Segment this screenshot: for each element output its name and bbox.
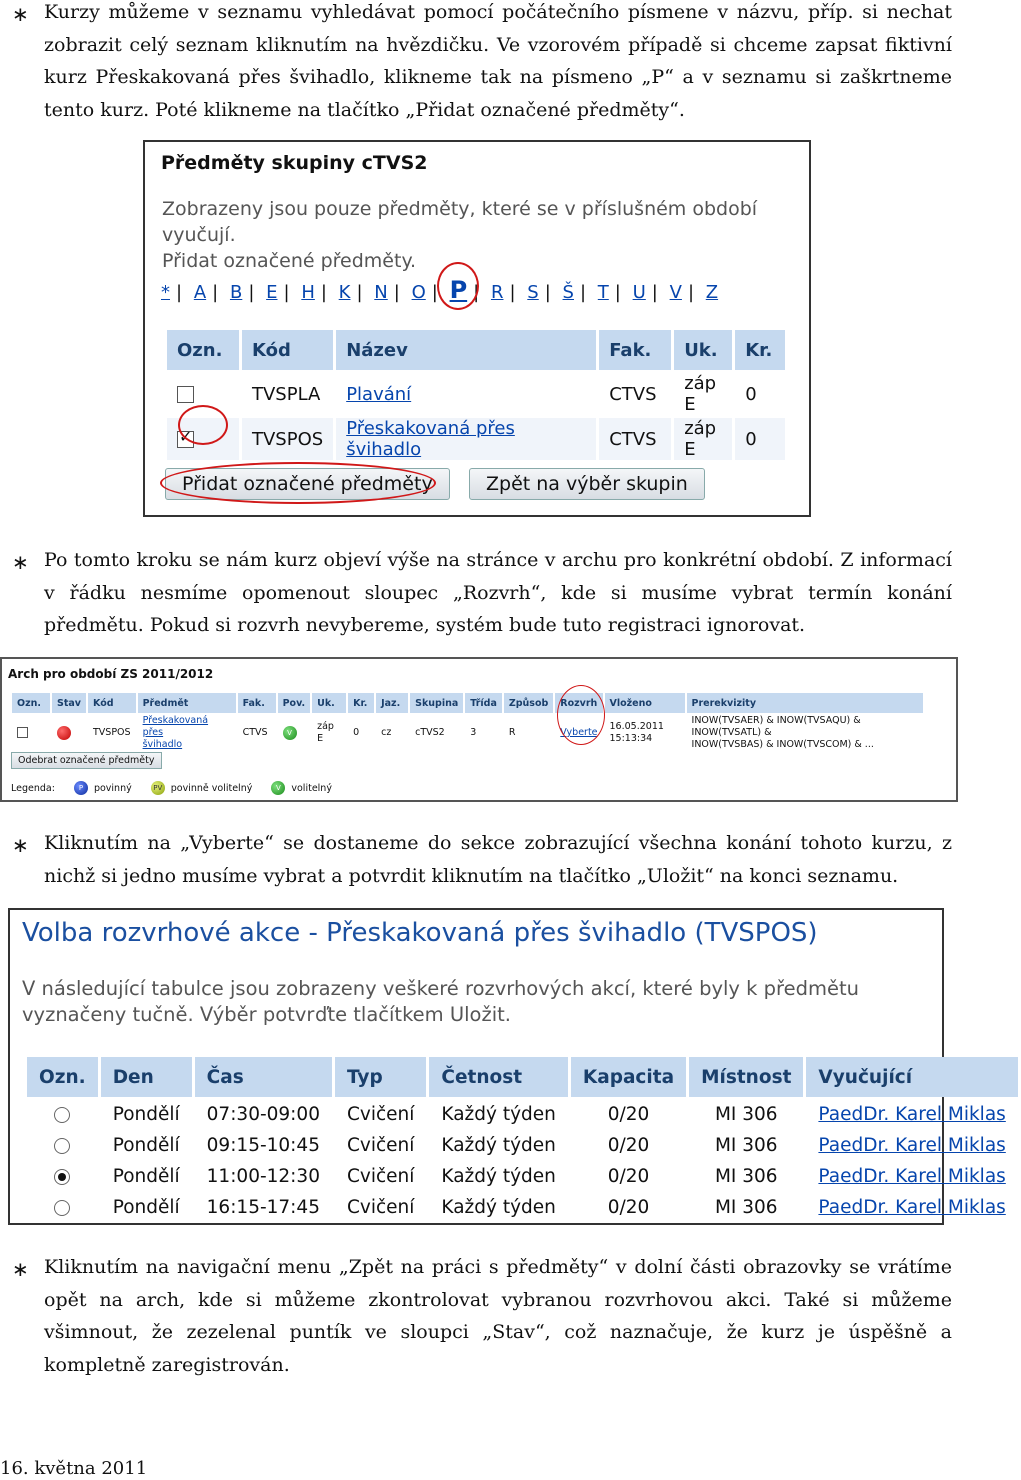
status-cell bbox=[52, 715, 86, 751]
legend-item bbox=[74, 783, 132, 794]
letter-link[interactable]: Š bbox=[562, 282, 574, 303]
column-header: Kr. bbox=[735, 330, 785, 370]
column-header: Kr. bbox=[348, 693, 374, 713]
teacher-link[interactable]: PaedDr. Karel Miklas bbox=[818, 1165, 1006, 1187]
select-radio-selected[interactable] bbox=[54, 1169, 70, 1185]
column-header: Kapacita bbox=[571, 1057, 686, 1097]
time: 11:00-12:30 bbox=[206, 1165, 320, 1187]
method: R bbox=[508, 727, 516, 738]
select-radio[interactable] bbox=[54, 1107, 70, 1123]
letter-link-selected[interactable]: P bbox=[449, 276, 468, 304]
letter-link[interactable]: * bbox=[161, 282, 170, 303]
select-radio[interactable] bbox=[54, 1200, 70, 1216]
select-checkbox[interactable] bbox=[17, 727, 28, 738]
capacity: 0/20 bbox=[607, 1196, 650, 1218]
day: Pondělí bbox=[112, 1134, 180, 1156]
table-header bbox=[12, 693, 923, 713]
prerequisites-cell bbox=[687, 715, 923, 751]
column-header: Den bbox=[101, 1057, 192, 1097]
radio-cell bbox=[27, 1162, 98, 1190]
column-header: Čas bbox=[195, 1057, 332, 1097]
column-header: Třída bbox=[465, 693, 502, 713]
teacher-cell bbox=[806, 1100, 1017, 1128]
page-footer-date: 16. května 2011 bbox=[0, 1458, 148, 1479]
letter-link[interactable]: A bbox=[193, 282, 207, 303]
column-header: Kód bbox=[242, 330, 333, 370]
bullet-icon: ∗ bbox=[12, 2, 29, 26]
paragraph-2 bbox=[12, 544, 952, 642]
paragraph-text: Po tomto kroku se nám kurz objeví výše na stránce v archu pro konkrétní období. Z informací v řádku nesmíme opomenout sloupec „Rozvrh“, kde si musíme vybrat termín konání předmětu. Pokud si rozvrh nevybereme, systém bude tuto registraci ignorovat. bbox=[44, 549, 952, 636]
column-header: Typ bbox=[335, 1057, 426, 1097]
subject-link[interactable]: Plavání bbox=[346, 383, 412, 405]
frequency: Každý týden bbox=[441, 1165, 556, 1187]
type: Cvičení bbox=[346, 1134, 415, 1156]
letter-link[interactable]: S bbox=[527, 282, 539, 303]
radio-cell bbox=[27, 1193, 98, 1221]
screenshot-subject-list bbox=[143, 140, 811, 517]
room: MI 306 bbox=[714, 1196, 778, 1218]
column-header: Název bbox=[336, 330, 596, 370]
capacity: 0/20 bbox=[607, 1165, 650, 1187]
page-title: Arch pro období ZS 2011/2012 bbox=[8, 667, 214, 681]
column-header: Stav bbox=[52, 693, 86, 713]
select-radio[interactable] bbox=[54, 1138, 70, 1154]
faculty: CTVS bbox=[599, 373, 671, 415]
group: cTVS2 bbox=[415, 727, 445, 738]
subject-code: TVSPLA bbox=[242, 373, 333, 415]
type: Cvičení bbox=[346, 1196, 415, 1218]
table-row bbox=[27, 1162, 1018, 1190]
faculty: CTVS bbox=[242, 727, 268, 738]
table-row bbox=[167, 418, 785, 460]
frequency: Každý týden bbox=[441, 1196, 556, 1218]
select-checkbox[interactable] bbox=[177, 386, 194, 403]
highlight-circle bbox=[557, 685, 605, 745]
letter-link[interactable]: E bbox=[266, 282, 278, 303]
subject-name-cell bbox=[336, 373, 596, 415]
schedule-table bbox=[24, 1054, 1021, 1224]
column-header: Jaz. bbox=[376, 693, 408, 713]
subject-code: TVSPOS bbox=[93, 727, 131, 738]
teacher-link[interactable]: PaedDr. Karel Miklas bbox=[818, 1196, 1006, 1218]
screenshot-schedule-choice bbox=[8, 908, 1006, 1225]
highlight-circle bbox=[160, 462, 436, 504]
subject-link[interactable]: Přeskakovaná přes švihadlo bbox=[346, 418, 515, 460]
paragraph-text: Kliknutím na „Vyberte“ se dostaneme do sekce zobrazující všechna konání tohoto kurzu, z nichž si jedno musíme vybrat a potvrdit kliknutím na tlačítko „Uložit“ na konci seznamu. bbox=[44, 832, 952, 887]
choose-schedule-link[interactable]: Vyberte bbox=[560, 727, 598, 738]
optional-mandatory-icon: PV bbox=[151, 781, 165, 795]
paragraph-4 bbox=[12, 1251, 952, 1381]
description bbox=[162, 196, 809, 274]
teacher-link[interactable]: PaedDr. Karel Miklas bbox=[818, 1103, 1006, 1125]
table-header bbox=[167, 330, 785, 370]
column-header: Rozvrh bbox=[555, 693, 602, 713]
page-title: Volba rozvrhové akce - Přeskakovaná přes švihadlo (TVSPOS) bbox=[22, 918, 818, 948]
letter-link[interactable]: R bbox=[490, 282, 504, 303]
credits: 0 bbox=[735, 373, 785, 415]
highlight-circle bbox=[437, 262, 479, 310]
column-header: Skupina bbox=[410, 693, 463, 713]
letter-link[interactable]: O bbox=[411, 282, 426, 303]
column-header: Prerekvizity bbox=[687, 693, 923, 713]
column-header: Uk. bbox=[674, 330, 732, 370]
letter-link[interactable]: Z bbox=[705, 282, 719, 303]
subject-name-cell bbox=[138, 715, 236, 751]
column-header: Ozn. bbox=[27, 1057, 98, 1097]
highlight-circle bbox=[178, 405, 228, 445]
capacity: 0/20 bbox=[607, 1103, 650, 1125]
time: 09:15-10:45 bbox=[206, 1134, 320, 1156]
teacher-link[interactable]: PaedDr. Karel Miklas bbox=[818, 1134, 1006, 1156]
inserted-time: 15:13:34 bbox=[609, 733, 653, 744]
inserted-date: 16.05.2011 bbox=[609, 721, 664, 732]
add-selected-button[interactable]: Přidat označené předměty bbox=[165, 468, 450, 500]
table-row bbox=[27, 1193, 1018, 1221]
paragraph-text: Kurzy můžeme v seznamu vyhledávat pomocí počátečního písmene v názvu, příp. si nechat zobrazit celý seznam kliknutím na hvězdičku. Ve vzorovém případě si chceme zapsat fiktivní kurz Přeskakovaná přes švihadlo, klikneme tak na písmeno „P“ a v seznamu si zaškrtneme tento kurz. Poté klikneme na tlačítko „Přidat označené předměty“. bbox=[44, 1, 952, 121]
completion: záp E bbox=[674, 373, 732, 415]
letter-link[interactable]: K bbox=[338, 282, 351, 303]
day: Pondělí bbox=[112, 1196, 180, 1218]
radio-cell bbox=[27, 1100, 98, 1128]
inserted-cell bbox=[605, 715, 685, 751]
paragraph-1 bbox=[12, 0, 952, 126]
elective-icon: V bbox=[271, 781, 285, 795]
legend-item bbox=[151, 783, 253, 794]
prerequisites-line: INOW(TVSBAS) & INOW(TVSCOM) & ... bbox=[691, 739, 874, 750]
room: MI 306 bbox=[714, 1165, 778, 1187]
table-row bbox=[27, 1100, 1018, 1128]
checkbox-cell bbox=[12, 715, 50, 751]
description-line: Přidat označené předměty. bbox=[162, 250, 417, 272]
subject-link[interactable]: švihadlo bbox=[142, 739, 183, 750]
column-header: Předmět bbox=[138, 693, 236, 713]
subject-code: TVSPOS bbox=[242, 418, 333, 460]
column-header: Fak. bbox=[238, 693, 276, 713]
elective-icon: V bbox=[283, 726, 297, 740]
column-header: Četnost bbox=[429, 1057, 567, 1097]
subject-link[interactable]: Přeskakovaná přes bbox=[142, 715, 209, 738]
time: 16:15-17:45 bbox=[206, 1196, 320, 1218]
class: 3 bbox=[470, 727, 477, 738]
table-row bbox=[167, 373, 785, 415]
mandatory-icon: P bbox=[74, 781, 88, 795]
screenshot-registration-sheet bbox=[0, 657, 958, 802]
description-line: vyznačeny tučně. Výběr potvrďte tlačítkem Uložit. bbox=[22, 1003, 511, 1026]
prerequisites-line: INOW(TVSAER) & INOW(TVSAQU) & INOW(TVSATL) & bbox=[691, 715, 861, 738]
credits: 0 bbox=[353, 727, 360, 738]
column-header: Místnost bbox=[689, 1057, 803, 1097]
description-line: V následující tabulce jsou zobrazeny veškeré rozvrhových akcí, které byly k předmětu bbox=[22, 977, 859, 1000]
column-header: Ozn. bbox=[12, 693, 50, 713]
subjects-table bbox=[164, 327, 788, 463]
column-header: Pov. bbox=[278, 693, 311, 713]
bullet-icon: ∗ bbox=[12, 550, 29, 574]
column-header: Vyučující bbox=[806, 1057, 1017, 1097]
teacher-cell bbox=[806, 1193, 1017, 1221]
table-header bbox=[27, 1057, 1018, 1097]
legend bbox=[11, 781, 348, 795]
column-header: Kód bbox=[88, 693, 136, 713]
frequency: Každý týden bbox=[441, 1134, 556, 1156]
credits: 0 bbox=[735, 418, 785, 460]
completion: záp E bbox=[317, 721, 334, 744]
letter-link[interactable]: V bbox=[669, 282, 682, 303]
column-header: Vloženo bbox=[605, 693, 685, 713]
time: 07:30-09:00 bbox=[206, 1103, 320, 1125]
radio-cell bbox=[27, 1131, 98, 1159]
bullet-icon: ∗ bbox=[12, 1257, 29, 1281]
capacity: 0/20 bbox=[607, 1134, 650, 1156]
status-red-dot-icon bbox=[57, 726, 71, 740]
day: Pondělí bbox=[112, 1165, 180, 1187]
table-row bbox=[12, 715, 923, 751]
remove-selected-button[interactable]: Odebrat označené předměty bbox=[11, 752, 162, 769]
legend-label: Legenda: bbox=[11, 782, 55, 794]
subject-name-cell bbox=[336, 418, 596, 460]
column-header: Způsob bbox=[504, 693, 553, 713]
type-cell bbox=[278, 715, 311, 751]
completion: záp E bbox=[674, 418, 732, 460]
frequency: Každý týden bbox=[441, 1103, 556, 1125]
letter-link[interactable]: U bbox=[632, 282, 646, 303]
letter-link[interactable]: T bbox=[597, 282, 609, 303]
description-line: Zobrazeny jsou pouze předměty, které se v příslušném období vyučují. bbox=[162, 198, 758, 246]
letter-filter: * | A | B | E | H | K | N | O | P | R | S | Š | T | U | V | Z bbox=[161, 276, 719, 304]
legend-item bbox=[271, 783, 332, 794]
teacher-cell bbox=[806, 1162, 1017, 1190]
letter-link[interactable]: N bbox=[374, 282, 388, 303]
column-header: Fak. bbox=[599, 330, 671, 370]
table-row bbox=[27, 1131, 1018, 1159]
type: Cvičení bbox=[346, 1165, 415, 1187]
sheet-table bbox=[10, 691, 925, 753]
page-title: Předměty skupiny cTVS2 bbox=[161, 152, 428, 174]
legend-text: volitelný bbox=[291, 782, 332, 794]
teacher-cell bbox=[806, 1131, 1017, 1159]
description bbox=[22, 976, 942, 1028]
letter-link[interactable]: H bbox=[301, 282, 315, 303]
column-header: Ozn. bbox=[167, 330, 239, 370]
bullet-icon: ∗ bbox=[12, 833, 29, 857]
room: MI 306 bbox=[714, 1103, 778, 1125]
day: Pondělí bbox=[112, 1103, 180, 1125]
language: cz bbox=[381, 727, 392, 738]
column-header: Uk. bbox=[312, 693, 346, 713]
paragraph-text: Kliknutím na navigační menu „Zpět na práci s předměty“ v dolní části obrazovky se vrátíme opět na arch, kde si můžeme zkontrolovat vybranou rozvrhovou akci. Také si můžeme všimnout, že zezelenal puntík ve sloupci „Stav“, což naznačuje, že kurz je úspěšně a kompletně zaregistrován. bbox=[44, 1256, 952, 1376]
letter-link[interactable]: B bbox=[229, 282, 243, 303]
faculty: CTVS bbox=[599, 418, 671, 460]
back-to-groups-button[interactable]: Zpět na výběr skupin bbox=[469, 468, 705, 500]
paragraph-3 bbox=[12, 827, 952, 892]
legend-text: povinně volitelný bbox=[170, 782, 253, 794]
room: MI 306 bbox=[714, 1134, 778, 1156]
type: Cvičení bbox=[346, 1103, 415, 1125]
legend-text: povinný bbox=[93, 782, 132, 794]
